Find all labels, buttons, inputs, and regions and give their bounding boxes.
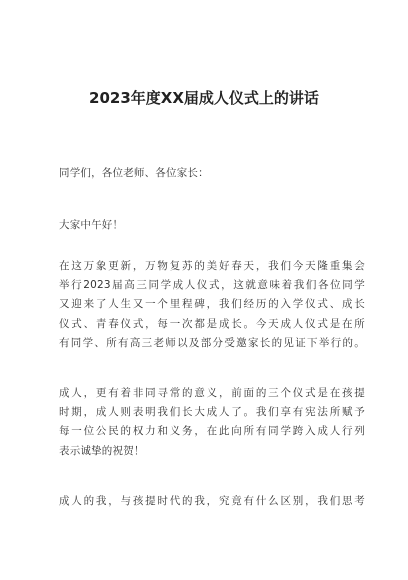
paragraph-line: 表示诚挚的祝贺！ xyxy=(59,444,145,457)
paragraph-line: 成人，更有着非同寻常的意义，前面的三个仪式是在孩提 xyxy=(59,387,365,399)
greeting xyxy=(59,164,365,183)
paragraph-line: 时期，成人则表明我们长大成人了。我们享有宪法所赋予 xyxy=(59,406,365,419)
paragraph-line: 在这万象更新，万物复苏的美好春天，我们今天隆重集会 xyxy=(59,260,365,272)
greeting-line: 同学们，各位老师、各位家长： xyxy=(59,167,209,179)
paragraph-2 xyxy=(59,384,365,461)
salutation-line: 大家中午好！ xyxy=(59,219,124,231)
paragraph-line: 举行2023届高三同学成人仪式，这就意味着我们各位同学 xyxy=(59,279,365,292)
document-title: 2023年度XX届成人仪式上的讲话 xyxy=(89,89,319,107)
paragraph-line: 有同学、所有高三老师以及部分受邀家长的见证下举行的。 xyxy=(59,336,365,349)
paragraph-line: 成人的我，与孩提时代的我，究竟有什么区别，我们思考 xyxy=(59,495,365,507)
paragraph-3 xyxy=(59,492,365,511)
paragraph-1 xyxy=(59,257,365,353)
paragraph-line: 又迎来了人生又一个里程碑，我们经历的入学仪式、成长 xyxy=(59,298,365,311)
salutation xyxy=(59,216,365,235)
paragraph-line: 仪式、青春仪式，每一次都是成长。今天成人仪式是在所 xyxy=(59,317,365,330)
paragraph-line: 每一位公民的权力和义务，在此向所有同学跨入成人行列 xyxy=(59,425,365,438)
